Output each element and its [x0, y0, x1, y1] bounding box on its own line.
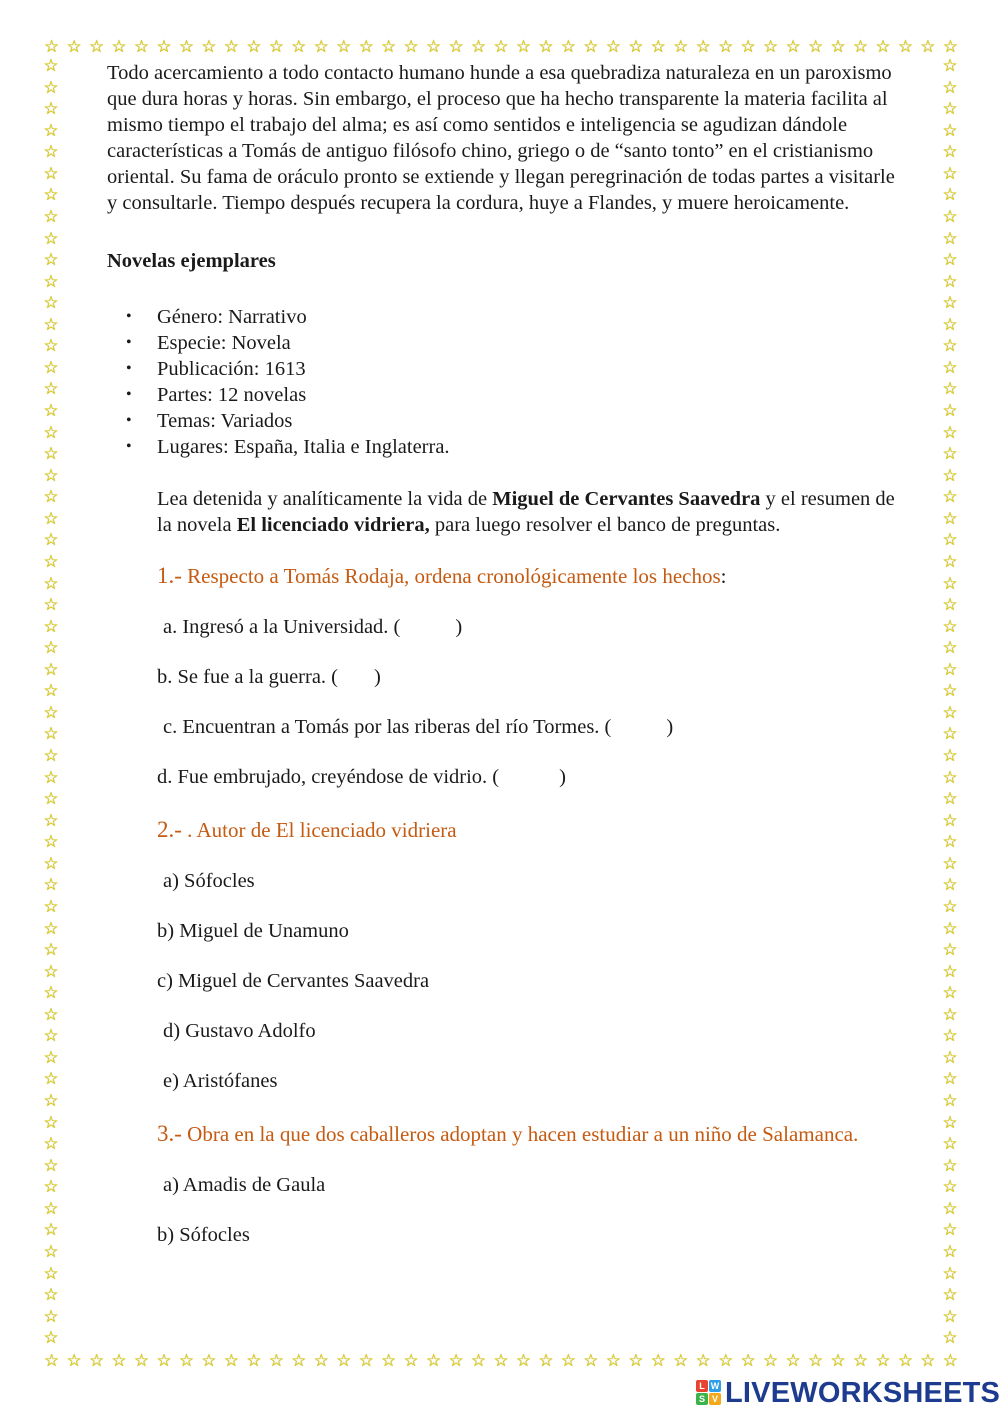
star-icon: ☆	[942, 918, 958, 939]
star-icon: ☆	[43, 616, 59, 637]
star-icon: ☆	[942, 1004, 958, 1025]
star-icon: ☆	[133, 36, 150, 57]
star-icon: ☆	[942, 1091, 958, 1111]
logo-text: LIVEWORKSHEETS	[725, 1376, 1000, 1409]
star-icon: ☆	[43, 573, 59, 594]
star-icon: ☆	[740, 36, 756, 57]
star-icon: ☆	[515, 36, 532, 57]
star-icon: ☆	[43, 465, 59, 486]
novel-title: El licenciado vidriera,	[236, 514, 430, 536]
star-icon: ☆	[560, 1350, 577, 1371]
star-icon: ☆	[43, 875, 59, 896]
star-icon: ☆	[291, 1350, 307, 1371]
star-icon: ☆	[88, 1350, 105, 1371]
star-icon: ☆	[43, 638, 59, 659]
star-icon: ☆	[43, 940, 59, 961]
star-icon: ☆	[942, 1306, 958, 1327]
star-icon: ☆	[43, 206, 59, 227]
star-icon: ☆	[942, 185, 958, 206]
star-icon: ☆	[897, 1350, 914, 1371]
option-b[interactable]: b) Sófocles	[157, 1224, 250, 1246]
badge-letter: W	[710, 1381, 720, 1391]
star-icon: ☆	[43, 379, 59, 400]
star-icon: ☆	[43, 659, 59, 680]
badge-letter: V	[709, 1393, 721, 1405]
star-icon: ☆	[942, 357, 958, 378]
worksheet-content	[107, 60, 907, 1248]
star-icon: ☆	[942, 724, 958, 745]
star-icon: ☆	[807, 1350, 824, 1371]
star-icon: ☆	[942, 1155, 958, 1176]
star-icon: ☆	[43, 293, 59, 314]
logo-badge-icon	[696, 1380, 722, 1406]
star-icon: ☆	[291, 36, 307, 57]
star-icon: ☆	[942, 832, 958, 853]
star-icon: ☆	[763, 36, 779, 57]
ordering-item-text: d. Fue embrujado, creyéndose de vidrio. (	[157, 766, 500, 788]
star-icon: ☆	[942, 271, 958, 292]
star-icon: ☆	[43, 1091, 59, 1111]
star-icon: ☆	[44, 1350, 60, 1371]
star-icon: ☆	[43, 1220, 59, 1241]
star-icon: ☆	[268, 36, 284, 57]
star-border-bottom	[44, 1352, 958, 1370]
star-icon: ☆	[43, 120, 59, 141]
star-icon: ☆	[178, 36, 195, 57]
star-icon: ☆	[66, 36, 82, 57]
star-icon: ☆	[942, 1134, 958, 1155]
star-icon: ☆	[942, 940, 958, 961]
star-icon: ☆	[246, 36, 262, 57]
star-icon: ☆	[43, 896, 59, 917]
question-1-heading	[157, 562, 907, 590]
star-icon: ☆	[43, 681, 59, 702]
star-icon: ☆	[43, 961, 59, 982]
ordering-item-c	[157, 714, 907, 740]
ordering-paren: )	[559, 766, 566, 788]
star-icon: ☆	[43, 918, 59, 939]
star-icon: ☆	[66, 1350, 82, 1371]
star-icon: ☆	[942, 1350, 958, 1371]
star-icon: ☆	[942, 99, 958, 120]
star-icon: ☆	[942, 1047, 958, 1068]
question-colon: :	[720, 564, 727, 588]
list-item: • Publicación: 1613	[107, 356, 907, 382]
star-icon: ☆	[268, 1350, 284, 1371]
ordering-item-b	[157, 664, 907, 690]
badge-letter: S	[696, 1393, 708, 1405]
star-icon: ☆	[650, 1350, 666, 1371]
option-a[interactable]: a) Amadis de Gaula	[163, 1174, 326, 1196]
star-icon: ☆	[44, 36, 60, 57]
star-icon: ☆	[650, 36, 666, 57]
star-icon: ☆	[381, 1350, 397, 1371]
author-name: Miguel de Cervantes Saavedra	[492, 488, 761, 510]
star-icon: ☆	[43, 1328, 59, 1349]
star-icon: ☆	[538, 1350, 554, 1371]
star-icon: ☆	[448, 1350, 464, 1371]
option-c[interactable]: c) Miguel de Cervantes Saavedra	[157, 970, 430, 992]
star-icon: ☆	[111, 1350, 127, 1371]
instructions-paragraph	[157, 486, 907, 538]
star-icon: ☆	[43, 185, 59, 206]
list-item: • Lugares: España, Italia e Inglaterra.	[107, 434, 907, 460]
star-icon: ☆	[43, 1134, 59, 1155]
star-icon: ☆	[43, 1047, 59, 1068]
option-e[interactable]: e) Aristófanes	[163, 1070, 278, 1092]
star-icon: ☆	[942, 983, 958, 1004]
list-item: • Partes: 12 novelas	[107, 382, 907, 408]
star-icon: ☆	[628, 1350, 644, 1371]
ordering-item-text: c. Encuentran a Tomás por las riberas del río Tormes. (	[163, 716, 612, 738]
star-icon: ☆	[785, 1350, 801, 1371]
star-icon: ☆	[43, 1263, 59, 1284]
star-icon: ☆	[43, 1155, 59, 1176]
star-icon: ☆	[942, 444, 958, 465]
star-icon: ☆	[43, 228, 59, 249]
star-border-top	[44, 38, 958, 56]
star-icon: ☆	[875, 1350, 891, 1371]
star-border-right	[941, 58, 959, 1348]
star-icon: ☆	[313, 1350, 329, 1371]
ordering-item-text: b. Se fue a la guerra. (	[157, 666, 338, 688]
star-icon: ☆	[942, 1220, 958, 1241]
ordering-paren: )	[455, 616, 463, 638]
star-icon: ☆	[942, 1177, 958, 1198]
star-icon: ☆	[942, 573, 958, 594]
star-icon: ☆	[942, 789, 958, 810]
instructions-text: y el resumen de la novela	[157, 488, 895, 536]
star-icon: ☆	[942, 401, 958, 421]
star-icon: ☆	[583, 1350, 599, 1371]
question-text: Obra en la que dos caballeros adoptan y hacen estudiar a un niño de Salamanca.	[181, 1122, 859, 1146]
star-icon: ☆	[583, 36, 599, 57]
star-icon: ☆	[942, 767, 958, 788]
liveworksheets-logo[interactable]	[696, 1378, 1000, 1408]
star-icon: ☆	[695, 1350, 711, 1371]
star-icon: ☆	[515, 1350, 532, 1371]
star-icon: ☆	[942, 120, 958, 141]
question-number: 3.-	[157, 1121, 182, 1146]
star-icon: ☆	[673, 1350, 689, 1371]
star-icon: ☆	[718, 36, 734, 57]
ordering-item-text: a. Ingresó a la Universidad. (	[163, 616, 401, 638]
star-icon: ☆	[358, 1350, 374, 1371]
star-icon: ☆	[785, 36, 801, 57]
star-icon: ☆	[43, 99, 59, 120]
star-icon: ☆	[942, 163, 958, 184]
star-icon: ☆	[470, 1350, 487, 1371]
star-icon: ☆	[336, 36, 352, 57]
star-icon: ☆	[628, 36, 644, 57]
star-icon: ☆	[43, 163, 59, 184]
star-icon: ☆	[942, 206, 958, 227]
star-icon: ☆	[43, 1285, 59, 1306]
star-icon: ☆	[43, 271, 59, 292]
star-icon: ☆	[538, 36, 554, 57]
star-icon: ☆	[605, 36, 621, 57]
star-icon: ☆	[43, 444, 59, 465]
star-icon: ☆	[942, 336, 958, 357]
star-icon: ☆	[246, 1350, 262, 1371]
star-icon: ☆	[43, 250, 59, 271]
star-icon: ☆	[448, 36, 464, 57]
star-icon: ☆	[718, 1350, 734, 1371]
star-icon: ☆	[43, 746, 59, 766]
star-icon: ☆	[43, 595, 59, 616]
star-icon: ☆	[942, 638, 958, 659]
star-border-left	[42, 58, 60, 1348]
ordering-item-d	[157, 764, 907, 790]
list-item: • Especie: Novela	[107, 330, 907, 356]
star-icon: ☆	[43, 853, 59, 874]
question-text: Respecto a Tomás Rodaja, ordena cronológicamente los hechos	[181, 564, 721, 588]
star-icon: ☆	[43, 702, 59, 723]
star-icon: ☆	[560, 36, 577, 57]
list-item: • Género: Narrativo	[107, 304, 907, 330]
star-icon: ☆	[942, 1198, 958, 1219]
star-icon: ☆	[942, 293, 958, 314]
star-icon: ☆	[942, 551, 958, 572]
star-icon: ☆	[673, 36, 689, 57]
star-icon: ☆	[942, 659, 958, 680]
star-icon: ☆	[223, 36, 239, 57]
star-icon: ☆	[156, 1350, 172, 1371]
star-icon: ☆	[875, 36, 891, 57]
star-icon: ☆	[43, 336, 59, 357]
star-icon: ☆	[43, 530, 59, 551]
star-icon: ☆	[133, 1350, 150, 1371]
star-icon: ☆	[43, 56, 59, 76]
star-icon: ☆	[830, 1350, 846, 1371]
star-icon: ☆	[942, 142, 958, 163]
question-number: 1.-	[157, 563, 182, 588]
star-icon: ☆	[942, 896, 958, 917]
star-icon: ☆	[942, 36, 958, 57]
star-icon: ☆	[381, 36, 397, 57]
option-d[interactable]: d) Gustavo Adolfo	[163, 1020, 316, 1042]
star-icon: ☆	[807, 36, 824, 57]
star-icon: ☆	[43, 1112, 59, 1133]
option-b[interactable]: b) Miguel de Unamuno	[157, 920, 349, 942]
star-icon: ☆	[43, 724, 59, 745]
star-icon: ☆	[942, 530, 958, 551]
star-icon: ☆	[43, 422, 59, 443]
star-icon: ☆	[942, 1263, 958, 1284]
ordering-paren: )	[374, 666, 381, 688]
star-icon: ☆	[942, 810, 958, 831]
star-icon: ☆	[942, 681, 958, 702]
star-icon: ☆	[493, 1350, 509, 1371]
star-icon: ☆	[43, 810, 59, 831]
star-icon: ☆	[942, 1026, 958, 1047]
star-icon: ☆	[43, 551, 59, 572]
star-icon: ☆	[942, 961, 958, 982]
star-icon: ☆	[43, 77, 59, 98]
star-icon: ☆	[942, 875, 958, 896]
star-icon: ☆	[942, 508, 958, 529]
star-icon: ☆	[43, 767, 59, 788]
star-icon: ☆	[493, 36, 509, 57]
star-icon: ☆	[852, 1350, 869, 1371]
star-icon: ☆	[942, 853, 958, 874]
intro-paragraph: Todo acercamiento a todo contacto humano hunde a esa quebradiza naturaleza en un paroxismo que dura horas y horas. Sin embargo, el proceso que ha hecho transparente la materia facilita al mismo tiempo el trabajo del alma; es así como sentidos e inteligencia se agudizan dándole características a Tomás de antiguo filósofo chino, griego o de “santo tonto” en el cristianismo oriental. Su fama de oráculo pronto se extiende y llegan peregrinación de todas partes a visitarle y consultarle. Tiempo después recupera la cordura, huye a Flandes, y muere heroicamente.	[107, 62, 895, 214]
star-icon: ☆	[763, 1350, 779, 1371]
star-icon: ☆	[43, 487, 59, 508]
star-icon: ☆	[942, 702, 958, 723]
star-icon: ☆	[942, 1069, 958, 1090]
star-icon: ☆	[43, 983, 59, 1004]
question-3-heading	[157, 1120, 907, 1148]
star-icon: ☆	[43, 1306, 59, 1327]
option-a[interactable]: a) Sófocles	[163, 870, 255, 892]
star-icon: ☆	[852, 36, 869, 57]
star-icon: ☆	[942, 314, 958, 335]
star-icon: ☆	[43, 508, 59, 529]
star-icon: ☆	[942, 56, 958, 76]
star-icon: ☆	[942, 1285, 958, 1306]
star-icon: ☆	[43, 401, 59, 421]
star-icon: ☆	[942, 422, 958, 443]
question-2-heading	[157, 816, 907, 844]
star-icon: ☆	[43, 1198, 59, 1219]
star-icon: ☆	[156, 36, 172, 57]
facts-list	[107, 304, 907, 460]
star-icon: ☆	[942, 1112, 958, 1133]
badge-letter: L	[696, 1380, 708, 1392]
star-icon: ☆	[358, 36, 374, 57]
star-icon: ☆	[942, 250, 958, 271]
ordering-item-a	[157, 614, 907, 640]
question-number: 2.-	[157, 817, 182, 842]
star-icon: ☆	[336, 1350, 352, 1371]
star-icon: ☆	[43, 1004, 59, 1025]
star-icon: ☆	[942, 228, 958, 249]
star-icon: ☆	[43, 314, 59, 335]
star-icon: ☆	[403, 36, 419, 57]
star-icon: ☆	[425, 36, 442, 57]
star-icon: ☆	[313, 36, 329, 57]
section-heading: Novelas ejemplares	[107, 250, 276, 272]
star-icon: ☆	[43, 832, 59, 853]
star-icon: ☆	[43, 1241, 59, 1262]
instructions-text: para luego resolver el banco de preguntas.	[429, 514, 781, 536]
star-icon: ☆	[223, 1350, 239, 1371]
star-icon: ☆	[942, 616, 958, 637]
star-icon: ☆	[942, 465, 958, 486]
star-icon: ☆	[43, 357, 59, 378]
star-icon: ☆	[43, 1026, 59, 1047]
star-icon: ☆	[201, 36, 217, 57]
star-icon: ☆	[425, 1350, 442, 1371]
star-icon: ☆	[942, 1328, 958, 1349]
star-icon: ☆	[695, 36, 711, 57]
star-icon: ☆	[942, 1241, 958, 1262]
star-icon: ☆	[470, 36, 487, 57]
star-icon: ☆	[942, 595, 958, 616]
star-icon: ☆	[920, 36, 936, 57]
star-icon: ☆	[942, 487, 958, 508]
star-icon: ☆	[43, 789, 59, 810]
star-icon: ☆	[111, 36, 127, 57]
question-text: . Autor de El licenciado vidriera	[181, 818, 457, 842]
ordering-paren: )	[666, 716, 674, 738]
star-icon: ☆	[740, 1350, 756, 1371]
star-icon: ☆	[942, 746, 958, 766]
star-icon: ☆	[201, 1350, 217, 1371]
star-icon: ☆	[43, 142, 59, 163]
star-icon: ☆	[43, 1177, 59, 1198]
star-icon: ☆	[403, 1350, 419, 1371]
star-icon: ☆	[178, 1350, 195, 1371]
star-icon: ☆	[942, 379, 958, 400]
star-icon: ☆	[88, 36, 105, 57]
star-icon: ☆	[830, 36, 846, 57]
star-icon: ☆	[605, 1350, 621, 1371]
instructions-text: Lea detenida y analíticamente la vida de	[157, 488, 493, 510]
list-item: • Temas: Variados	[107, 408, 907, 434]
star-icon: ☆	[920, 1350, 936, 1371]
star-icon: ☆	[942, 77, 958, 98]
star-icon: ☆	[897, 36, 914, 57]
star-icon: ☆	[43, 1069, 59, 1090]
